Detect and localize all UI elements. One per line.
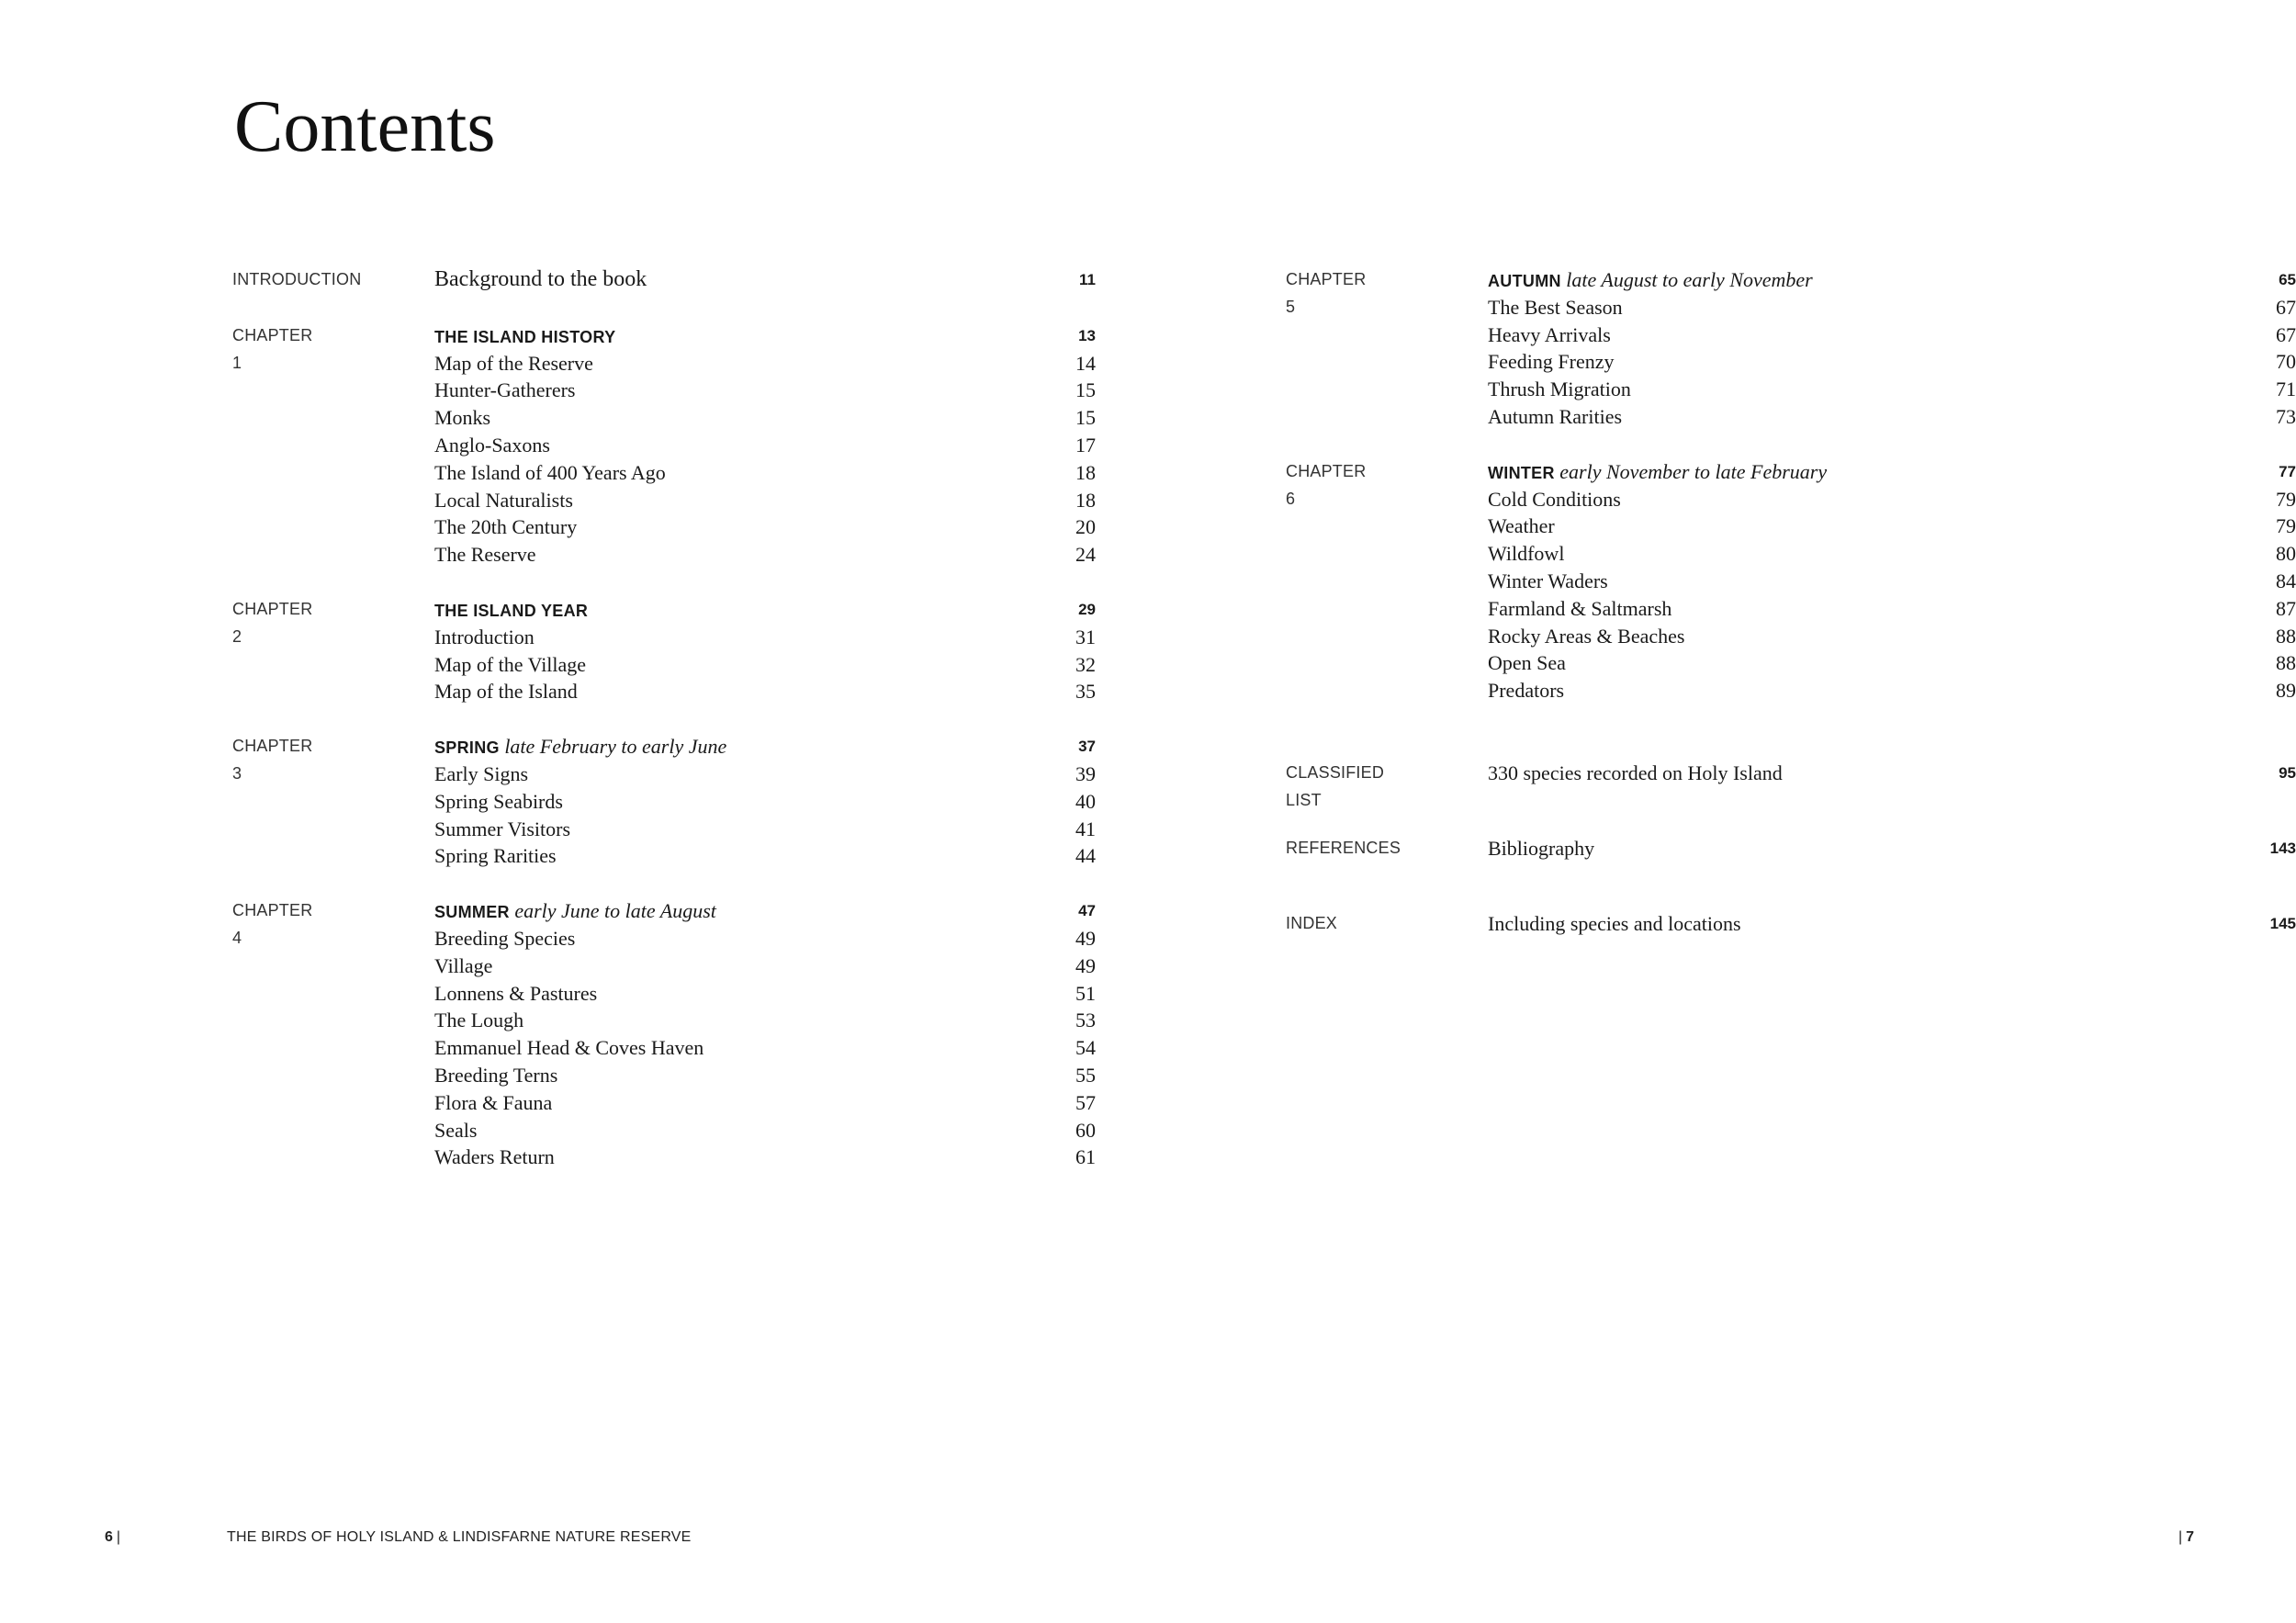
section-title: Breeding Terns	[434, 1063, 558, 1087]
chapter-subtitle: early November to late February	[1559, 459, 1828, 483]
chapter-label: INTRODUCTION	[232, 270, 362, 288]
chapter-label: INDEX	[1286, 913, 1338, 932]
footer-left-page-number	[105, 1527, 120, 1549]
left-separator: |	[116, 1529, 121, 1545]
page-number: 17	[1075, 433, 1096, 456]
page-number: 88	[2276, 651, 2296, 675]
right-page-number: 7	[2186, 1529, 2195, 1545]
chapter-label: CHAPTER 2	[232, 599, 313, 646]
page-number: 145	[2269, 914, 2296, 932]
page-number: 35	[1075, 680, 1096, 704]
page-number: 51	[1075, 981, 1096, 1005]
section-title: Anglo-Saxons	[434, 433, 550, 456]
page-number: 73	[2276, 404, 2296, 428]
page-number: 18	[1075, 460, 1096, 484]
section-title: Waders Return	[434, 1145, 555, 1169]
page-number: 79	[2276, 487, 2296, 511]
page-number: 39	[1075, 761, 1096, 785]
page-number: 53	[1075, 1009, 1096, 1032]
page-number: 14	[1075, 351, 1096, 375]
page-number: 31	[1075, 625, 1096, 648]
page-number: 49	[1075, 953, 1096, 977]
section-title: Open Sea	[1488, 651, 1566, 675]
page-number: 15	[1075, 378, 1096, 402]
entry-title: Background to the book	[434, 267, 647, 291]
section-title: The Lough	[434, 1009, 524, 1032]
section-title: Map of the Island	[434, 680, 578, 704]
section-title: The 20th Century	[434, 515, 578, 539]
chapter-title-caps: SPRING	[434, 738, 500, 758]
section-title: Breeding Species	[434, 926, 576, 950]
section-title: Early Signs	[434, 761, 529, 785]
chapter-title	[434, 596, 588, 626]
page-number: 65	[2279, 271, 2296, 288]
chapter-title	[1488, 458, 1827, 488]
section-title: Autumn Rarities	[1488, 404, 1623, 428]
section-title: Emmanuel Head & Coves Haven	[434, 1036, 704, 1060]
chapter-label: CHAPTER 3	[232, 737, 313, 783]
page-number: 13	[1078, 326, 1096, 344]
chapter-subtitle: early June to late August	[514, 899, 716, 923]
section-title: The Island of 400 Years Ago	[434, 460, 666, 484]
page-number: 67	[2276, 295, 2296, 319]
page-number: 41	[1075, 817, 1096, 840]
chapter-label: CHAPTER 4	[232, 901, 313, 947]
page-number: 24	[1075, 543, 1096, 567]
page-number: 54	[1075, 1036, 1096, 1060]
page-number: 55	[1075, 1063, 1096, 1087]
entry-title: 330 species recorded on Holy Island	[1488, 761, 1783, 784]
page-number: 89	[2276, 679, 2296, 703]
section-title: Monks	[434, 406, 491, 430]
chapter-title	[1488, 266, 1813, 296]
page-number: 60	[1075, 1118, 1096, 1142]
chapter-title-caps: THE ISLAND YEAR	[434, 601, 589, 620]
chapter-title-caps: AUTUMN	[1488, 272, 1561, 290]
page-number: 70	[2276, 350, 2296, 374]
page-number: 32	[1075, 652, 1096, 676]
section-title: Map of the Village	[434, 652, 587, 676]
section-title: Spring Seabirds	[434, 789, 563, 813]
chapter-label: CHAPTER 5	[1286, 270, 1367, 316]
page-number: 20	[1075, 515, 1096, 539]
page-number: 15	[1075, 406, 1096, 430]
section-title: Cold Conditions	[1488, 487, 1621, 511]
page-number: 80	[2276, 542, 2296, 566]
section-title: Seals	[434, 1118, 478, 1142]
entry-title: Including species and locations	[1488, 911, 1741, 935]
chapter-title	[434, 733, 726, 762]
page-number: 87	[2276, 596, 2296, 620]
page-number: 40	[1075, 789, 1096, 813]
page-title: Contents	[234, 86, 496, 167]
section-title: The Best Season	[1488, 295, 1623, 319]
page-number: 71	[2276, 378, 2296, 401]
page-number: 44	[1075, 844, 1096, 868]
chapter-title-caps: THE ISLAND HISTORY	[434, 327, 616, 346]
chapter-label: CLASSIFIED LIST	[1286, 762, 1385, 809]
page-number: 77	[2279, 462, 2296, 480]
chapter-title	[434, 322, 615, 352]
section-title: Wildfowl	[1488, 542, 1565, 566]
page-number: 57	[1075, 1090, 1096, 1114]
chapter-label: CHAPTER 1	[232, 325, 313, 372]
page-number: 49	[1075, 926, 1096, 950]
page-number: 79	[2276, 514, 2296, 538]
section-title: Flora & Fauna	[434, 1090, 553, 1114]
page-number: 61	[1075, 1145, 1096, 1169]
section-title: Local Naturalists	[434, 488, 573, 512]
page-number: 95	[2279, 763, 2296, 782]
page-number: 143	[2269, 839, 2296, 857]
section-title: Village	[434, 953, 493, 977]
section-title: Heavy Arrivals	[1488, 322, 1611, 346]
section-title: Rocky Areas & Beaches	[1488, 624, 1685, 648]
chapter-label: REFERENCES	[1286, 838, 1401, 857]
footer-right-page-number	[2178, 1527, 2194, 1549]
section-title: Summer Visitors	[434, 817, 571, 840]
section-title: Introduction	[434, 625, 535, 648]
section-title: Weather	[1488, 514, 1555, 538]
chapter-title-caps: SUMMER	[434, 903, 510, 922]
page-number: 37	[1078, 738, 1096, 756]
section-title: Predators	[1488, 679, 1565, 703]
page-number: 47	[1078, 902, 1096, 920]
entry-title: Bibliography	[1488, 836, 1595, 860]
chapter-title-caps: WINTER	[1488, 463, 1555, 482]
section-title: The Reserve	[434, 543, 536, 567]
left-page-number: 6	[105, 1529, 113, 1545]
page-number: 88	[2276, 624, 2296, 648]
section-title: Farmland & Saltmarsh	[1488, 596, 1672, 620]
page-number: 18	[1075, 488, 1096, 512]
section-title: Map of the Reserve	[434, 351, 593, 375]
chapter-title	[434, 897, 716, 927]
section-title: Hunter-Gatherers	[434, 378, 576, 402]
section-title: Spring Rarities	[434, 844, 557, 868]
chapter-subtitle: late February to early June	[504, 735, 727, 759]
chapter-subtitle: late August to early November	[1566, 268, 1813, 291]
chapter-label: CHAPTER 6	[1286, 461, 1367, 508]
footer-book-title: THE BIRDS OF HOLY ISLAND & LINDISFARNE NATURE RESERVE	[227, 1529, 692, 1545]
page-number: 29	[1078, 600, 1096, 618]
section-title: Lonnens & Pastures	[434, 981, 598, 1005]
page-number: 11	[1079, 271, 1096, 288]
section-title: Thrush Migration	[1488, 378, 1631, 401]
section-title: Winter Waders	[1488, 569, 1608, 592]
page-number: 67	[2276, 322, 2296, 346]
section-title: Feeding Frenzy	[1488, 350, 1615, 374]
right-separator: |	[2178, 1529, 2183, 1545]
page-number: 84	[2276, 569, 2296, 592]
